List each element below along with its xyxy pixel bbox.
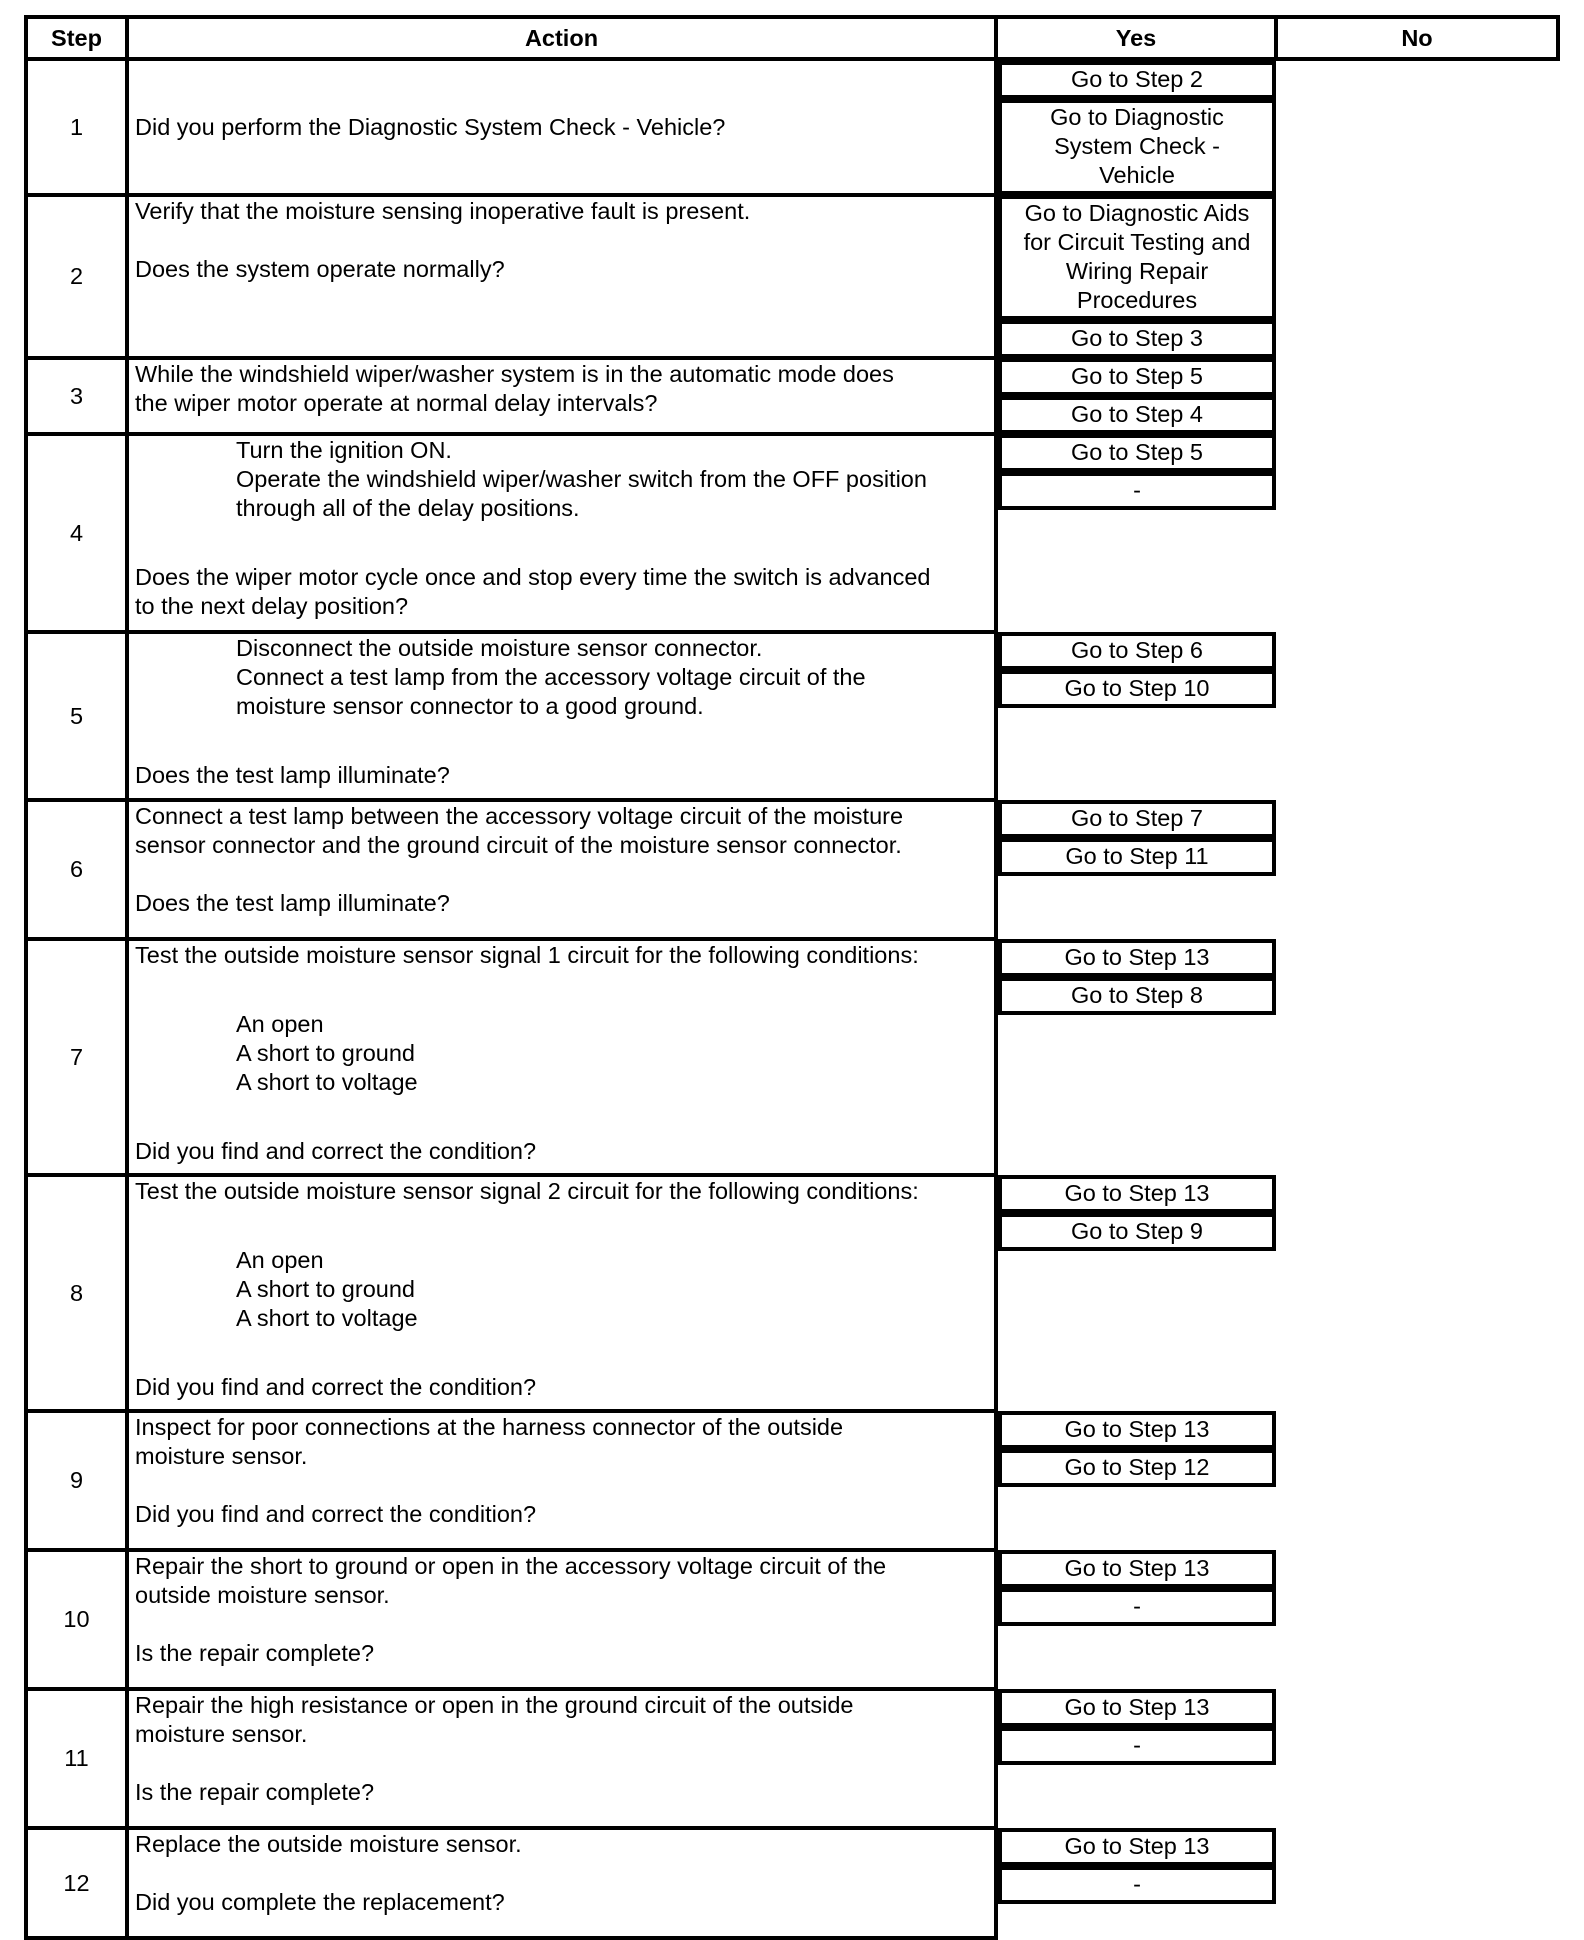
- table-row: [26, 195, 1558, 358]
- step-number: 3: [26, 358, 127, 434]
- step-number: 8: [26, 1175, 127, 1411]
- action-cell: [127, 195, 996, 358]
- table-row: [26, 59, 1558, 195]
- yes-cell: Go to Step 13: [998, 1411, 1276, 1449]
- table-row: [26, 1411, 1558, 1550]
- no-cell: -: [998, 472, 1276, 510]
- table-row: [26, 1175, 1558, 1411]
- step-number: 10: [26, 1550, 127, 1689]
- no-cell: Go to Step 11: [998, 838, 1276, 876]
- action-cell: [127, 800, 996, 939]
- table-row: [26, 1689, 1558, 1828]
- action-question: Did you complete the replacement?: [135, 1889, 505, 1915]
- table-row: [26, 1828, 1558, 1938]
- yes-cell: Go to Diagnostic Aids for Circuit Testing and Wiring Repair Procedures: [998, 195, 1276, 320]
- step-number: 1: [26, 59, 127, 195]
- action-text: Repair the high resistance or open in the ground circuit of the outside moisture sensor.: [135, 1692, 854, 1747]
- action-cell: [127, 939, 996, 1175]
- action-question: Did you perform the Diagnostic System Check - Vehicle?: [135, 113, 726, 140]
- header-no: No: [1276, 17, 1558, 59]
- header-step: Step: [26, 17, 127, 59]
- action-cell: [127, 1411, 996, 1550]
- action-item: A short to voltage: [236, 1069, 418, 1095]
- step-number: 12: [26, 1828, 127, 1938]
- no-cell: Go to Diagnostic System Check - Vehicle: [998, 99, 1276, 195]
- action-cell: [127, 1828, 996, 1938]
- no-cell: Go to Step 10: [998, 670, 1276, 708]
- action-item: Connect a test lamp from the accessory voltage circuit of the moisture sensor connector to a good ground.: [236, 664, 866, 719]
- action-question: Is the repair complete?: [135, 1640, 375, 1666]
- yes-cell: Go to Step 13: [998, 1689, 1276, 1727]
- no-cell: Go to Step 3: [998, 320, 1276, 358]
- step-number: 7: [26, 939, 127, 1175]
- action-item: A short to voltage: [236, 1305, 418, 1331]
- yes-cell: Go to Step 7: [998, 800, 1276, 838]
- action-item: A short to ground: [236, 1276, 415, 1302]
- step-number: 2: [26, 195, 127, 358]
- action-question: Is the repair complete?: [135, 1779, 375, 1805]
- table-row: [26, 632, 1558, 800]
- step-number: 11: [26, 1689, 127, 1828]
- action-text: Replace the outside moisture sensor.: [135, 1831, 522, 1857]
- no-cell: Go to Step 12: [998, 1449, 1276, 1487]
- action-question: Did you find and correct the condition?: [135, 1374, 537, 1400]
- no-cell: -: [998, 1588, 1276, 1626]
- action-cell: [127, 1175, 996, 1411]
- yes-cell: Go to Step 13: [998, 1550, 1276, 1588]
- diagnostic-table: [24, 15, 1560, 1940]
- action-item: An open: [236, 1247, 324, 1273]
- action-text: Repair the short to ground or open in the accessory voltage circuit of the outside moisture sensor.: [135, 1553, 887, 1608]
- step-number: 9: [26, 1411, 127, 1550]
- action-item: Turn the ignition ON.: [236, 437, 452, 463]
- header-action: Action: [127, 17, 996, 59]
- no-cell: -: [998, 1727, 1276, 1765]
- yes-cell: Go to Step 5: [998, 358, 1276, 396]
- action-question: Does the system operate normally?: [135, 256, 505, 282]
- action-cell: [127, 434, 996, 632]
- yes-cell: Go to Step 13: [998, 1175, 1276, 1213]
- table-row: [26, 1550, 1558, 1689]
- table-row: [26, 434, 1558, 632]
- action-question: Does the wiper motor cycle once and stop every time the switch is advanced to the next delay position?: [135, 564, 931, 619]
- table-row: [26, 939, 1558, 1175]
- action-item: Operate the windshield wiper/washer switch from the OFF position through all of the delay positions.: [236, 466, 927, 521]
- action-question: Did you find and correct the condition?: [135, 1138, 537, 1164]
- action-cell: [127, 59, 996, 195]
- action-question: Does the test lamp illuminate?: [135, 762, 450, 788]
- table-row: [26, 800, 1558, 939]
- action-question: Does the test lamp illuminate?: [135, 890, 450, 916]
- action-text: Verify that the moisture sensing inoperative fault is present.: [135, 198, 751, 224]
- yes-cell: Go to Step 2: [998, 61, 1276, 99]
- action-item: A short to ground: [236, 1040, 415, 1066]
- yes-cell: Go to Step 6: [998, 632, 1276, 670]
- action-item: Disconnect the outside moisture sensor connector.: [236, 635, 763, 661]
- action-text: Test the outside moisture sensor signal 2 circuit for the following conditions:: [135, 1178, 919, 1204]
- step-number: 6: [26, 800, 127, 939]
- action-text: Test the outside moisture sensor signal 1 circuit for the following conditions:: [135, 942, 919, 968]
- action-cell: [127, 1550, 996, 1689]
- yes-cell: Go to Step 13: [998, 1828, 1276, 1866]
- header-yes: Yes: [996, 17, 1276, 59]
- no-cell: Go to Step 4: [998, 396, 1276, 434]
- action-text: Connect a test lamp between the accessory voltage circuit of the moisture sensor connector and the ground circuit of the moisture sensor connector.: [135, 803, 904, 858]
- action-item: An open: [236, 1011, 324, 1037]
- table-row: [26, 358, 1558, 434]
- yes-cell: Go to Step 5: [998, 434, 1276, 472]
- no-cell: Go to Step 9: [998, 1213, 1276, 1251]
- action-question: While the windshield wiper/washer system is in the automatic mode does the wiper motor operate at normal delay intervals?: [135, 361, 894, 416]
- header-row: [26, 17, 1558, 59]
- no-cell: Go to Step 8: [998, 977, 1276, 1015]
- no-cell: -: [998, 1866, 1276, 1904]
- step-number: 4: [26, 434, 127, 632]
- action-cell: [127, 358, 996, 434]
- action-cell: [127, 1689, 996, 1828]
- action-text: Inspect for poor connections at the harness connector of the outside moisture sensor.: [135, 1414, 844, 1469]
- action-question: Did you find and correct the condition?: [135, 1501, 537, 1527]
- yes-cell: Go to Step 13: [998, 939, 1276, 977]
- action-cell: [127, 632, 996, 800]
- step-number: 5: [26, 632, 127, 800]
